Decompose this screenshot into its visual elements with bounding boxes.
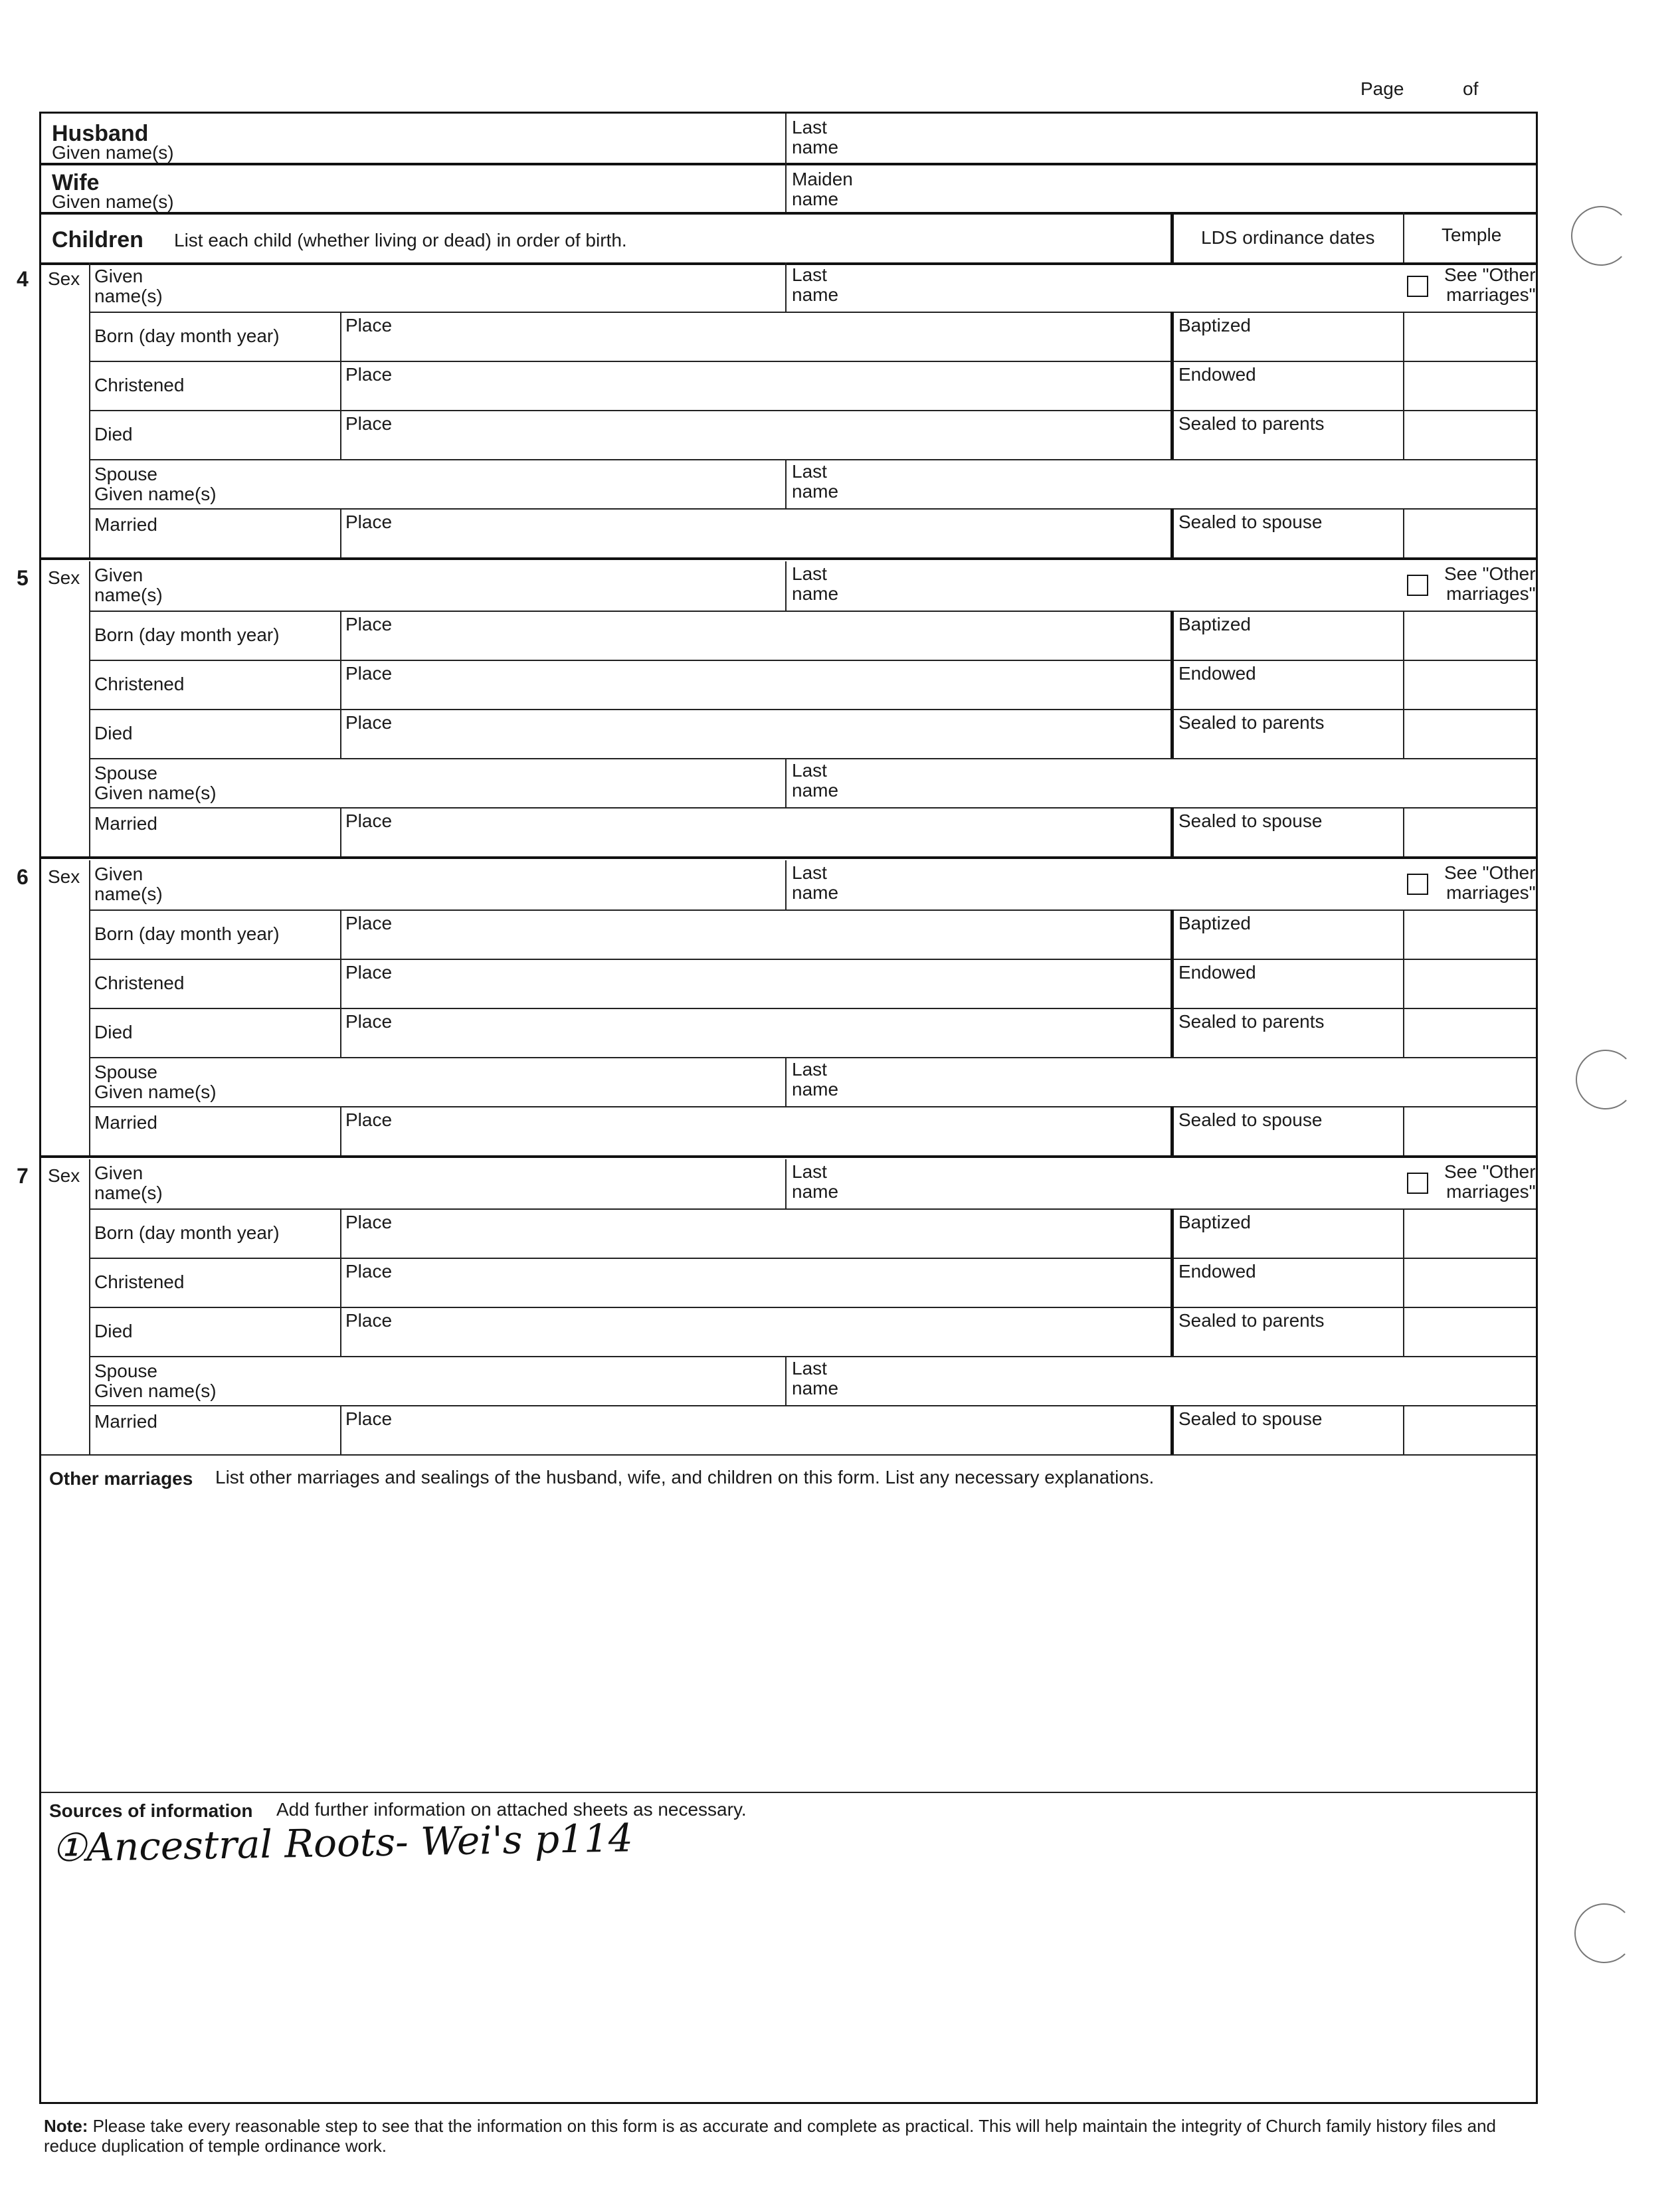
place-label: Place xyxy=(345,962,393,983)
last-name-label: Last name xyxy=(792,1161,839,1202)
given-name-label: Given name(s) xyxy=(94,266,163,306)
page-number: Page xyxy=(1360,78,1404,99)
born-label: Born (day month year) xyxy=(94,624,280,645)
spouse-last-label: Last name xyxy=(792,1358,839,1398)
see-other-marriages-label: See "Other marriages" xyxy=(1444,1161,1536,1202)
note-text: Please take every reasonable step to see that the information on this form is as accurate and complete as practical. This will help maintain the integrity of Church family history files and reduce duplication of temple ordinance work. xyxy=(44,2116,1497,2156)
endowed-label: Endowed xyxy=(1178,663,1256,684)
place-label: Place xyxy=(345,1212,393,1232)
died-label: Died xyxy=(94,424,133,444)
last-name-label: Last name xyxy=(792,264,839,305)
binder-hole xyxy=(1574,1903,1634,1963)
handwritten-source: ①Ancestral Roots- Wei's p114 xyxy=(51,1815,634,1871)
christened-label: Christened xyxy=(94,1272,185,1292)
sex-label: Sex xyxy=(48,866,80,887)
sources-text: Add further information on attached sheets as necessary. xyxy=(276,1799,747,1820)
christened-label: Christened xyxy=(94,375,185,395)
last-name-label: Last name xyxy=(792,563,839,604)
note-label: Note: xyxy=(44,2116,88,2136)
baptized-label: Baptized xyxy=(1178,614,1251,634)
binder-hole xyxy=(1576,1050,1635,1109)
place-label: Place xyxy=(345,1261,393,1282)
sealed-parents-label: Sealed to parents xyxy=(1178,1310,1325,1331)
sealed-spouse-label: Sealed to spouse xyxy=(1178,1408,1323,1429)
baptized-label: Baptized xyxy=(1178,315,1251,335)
endowed-label: Endowed xyxy=(1178,962,1256,983)
place-label: Place xyxy=(345,663,393,684)
place-label: Place xyxy=(345,364,393,385)
wife-maiden-label: Maiden name xyxy=(792,169,853,209)
spouse-given-label: Spouse Given name(s) xyxy=(94,1361,217,1401)
died-label: Died xyxy=(94,723,133,743)
given-name-label: Given name(s) xyxy=(94,864,163,904)
place-label: Place xyxy=(345,913,393,933)
child-number: 5 xyxy=(17,566,29,590)
other-marriages-text: List other marriages and sealings of the husband, wife, and children on this form. List any necessary explanations. xyxy=(215,1467,1155,1487)
wife-label: Wife xyxy=(52,170,100,195)
place-label: Place xyxy=(345,1310,393,1331)
child-number: 6 xyxy=(17,865,29,889)
other-marriages-checkbox[interactable] xyxy=(1407,575,1428,596)
christened-label: Christened xyxy=(94,973,185,993)
place-label: Place xyxy=(345,1011,393,1032)
place-label: Place xyxy=(345,1408,393,1429)
place-label: Place xyxy=(345,1109,393,1130)
born-label: Born (day month year) xyxy=(94,1222,280,1243)
sealed-spouse-label: Sealed to spouse xyxy=(1178,512,1323,532)
spouse-last-label: Last name xyxy=(792,461,839,502)
spouse-given-label: Spouse Given name(s) xyxy=(94,763,217,803)
husband-last-label: Last name xyxy=(792,117,839,157)
last-name-label: Last name xyxy=(792,862,839,903)
born-label: Born (day month year) xyxy=(94,326,280,346)
spouse-last-label: Last name xyxy=(792,760,839,801)
endowed-label: Endowed xyxy=(1178,364,1256,385)
sealed-parents-label: Sealed to parents xyxy=(1178,712,1325,733)
wife-given-label: Given name(s) xyxy=(52,191,174,212)
died-label: Died xyxy=(94,1321,133,1341)
sealed-spouse-label: Sealed to spouse xyxy=(1178,811,1323,831)
spouse-given-label: Spouse Given name(s) xyxy=(94,1062,217,1102)
sex-label: Sex xyxy=(48,1165,80,1186)
place-label: Place xyxy=(345,413,393,434)
place-label: Place xyxy=(345,315,393,335)
endowed-label: Endowed xyxy=(1178,1261,1256,1282)
married-label: Married xyxy=(94,1112,157,1133)
see-other-marriages-label: See "Other marriages" xyxy=(1444,563,1536,604)
given-name-label: Given name(s) xyxy=(94,1163,163,1203)
see-other-marriages-label: See "Other marriages" xyxy=(1444,264,1536,305)
children-instruction: List each child (whether living or dead) in order of birth. xyxy=(174,230,627,250)
given-name-label: Given name(s) xyxy=(94,565,163,605)
sex-label: Sex xyxy=(48,567,80,588)
place-label: Place xyxy=(345,712,393,733)
married-label: Married xyxy=(94,813,157,834)
other-marriages-label: Other marriages xyxy=(49,1468,193,1489)
husband-given-label: Given name(s) xyxy=(52,142,174,163)
place-label: Place xyxy=(345,811,393,831)
sealed-spouse-label: Sealed to spouse xyxy=(1178,1109,1323,1130)
family-group-form xyxy=(39,112,1538,2104)
christened-label: Christened xyxy=(94,674,185,694)
other-marriages-checkbox[interactable] xyxy=(1407,874,1428,895)
spouse-given-label: Spouse Given name(s) xyxy=(94,464,217,504)
sealed-parents-label: Sealed to parents xyxy=(1178,1011,1325,1032)
place-label: Place xyxy=(345,512,393,532)
sealed-parents-label: Sealed to parents xyxy=(1178,413,1325,434)
other-marriages-checkbox[interactable] xyxy=(1407,276,1428,297)
died-label: Died xyxy=(94,1022,133,1042)
baptized-label: Baptized xyxy=(1178,1212,1251,1232)
child-number: 7 xyxy=(17,1164,29,1188)
married-label: Married xyxy=(94,514,157,535)
temple-label: Temple xyxy=(1442,225,1502,245)
husband-label: Husband xyxy=(52,121,149,146)
married-label: Married xyxy=(94,1411,157,1432)
place-label: Place xyxy=(345,614,393,634)
lds-ordinance-label: LDS ordinance dates xyxy=(1201,227,1375,248)
child-number: 4 xyxy=(17,267,29,291)
children-label: Children xyxy=(52,227,143,252)
see-other-marriages-label: See "Other marriages" xyxy=(1444,862,1536,903)
born-label: Born (day month year) xyxy=(94,923,280,944)
note xyxy=(44,2116,1512,2156)
baptized-label: Baptized xyxy=(1178,913,1251,933)
sources-label: Sources of information xyxy=(49,1800,253,1821)
sex-label: Sex xyxy=(48,268,80,289)
binder-hole xyxy=(1571,206,1631,266)
spouse-last-label: Last name xyxy=(792,1059,839,1099)
other-marriages-checkbox[interactable] xyxy=(1407,1173,1428,1194)
page-of: of xyxy=(1463,78,1479,99)
